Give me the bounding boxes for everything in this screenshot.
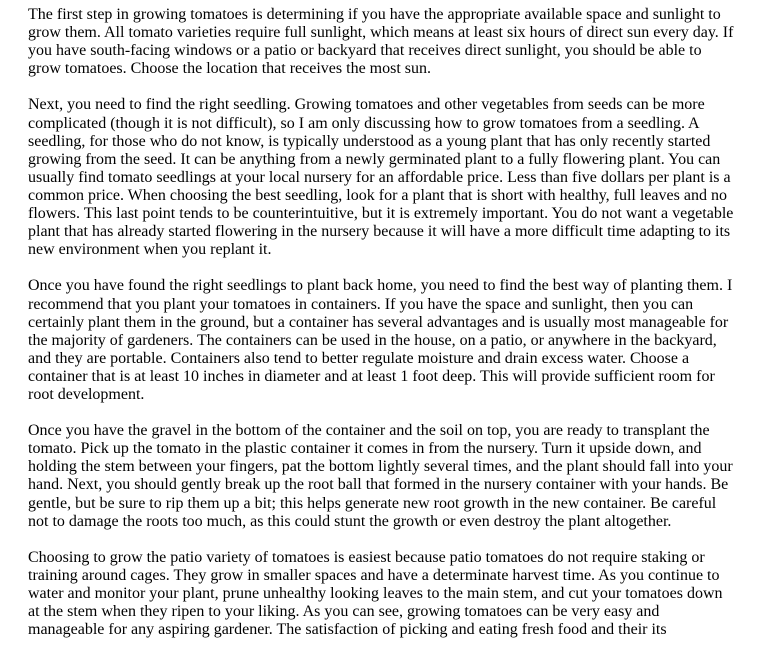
document-body [28, 6, 733, 657]
text-line: and they are portable. Containers also tend to better regulate moisture and drain excess water. Choose a [28, 349, 690, 367]
text-line: gentle, but be sure to rip them up a bit; this helps generate new root growth in the new container. Be careful [28, 494, 717, 512]
text-line: certainly plant them in the ground, but a container has several advantages and is usually most manageable for [28, 313, 729, 331]
paragraph [28, 422, 733, 531]
text-line: growing from the seed. It can be anything from a newly germinated plant to a fully flowering plant. You can [28, 150, 721, 168]
text-line: not to damage the roots too much, as this could stunt the growth or even destroy the plant altogether. [28, 512, 672, 530]
text-line: training around cages. They grow in smaller spaces and have a determinate harvest time. As you continue to [28, 566, 720, 584]
text-line: Next, you need to find the right seedling. Growing tomatoes and other vegetables from seeds can be more [28, 96, 705, 114]
text-line: at the stem when they ripen to your liking. As you can see, growing tomatoes can be very easy and [28, 603, 660, 621]
text-line: complicated (though it is not difficult), so I am only discussing how to grow tomatoes from a seedling. A [28, 114, 700, 132]
text-line: hand. Next, you should gently break up the root ball that formed in the nursery container with your hands. Be [28, 476, 729, 494]
text-line: container that is at least 10 inches in diameter and at least 1 foot deep. This will provide sufficient room for [28, 367, 715, 385]
text-line: root development. [28, 385, 145, 403]
paragraph [28, 277, 733, 404]
text-line: holding the stem between your fingers, pat the bottom lightly several times, and the plant should fall into your [28, 458, 733, 476]
paragraph [28, 6, 733, 78]
text-line: plant that has already started flowering in the nursery because it will have a more difficult time adapting to its [28, 223, 731, 241]
text-line: common price. When choosing the best seedling, look for a plant that is short with healthy, full leaves and no [28, 186, 727, 204]
text-line: seedling, for those who do not know, is typically understood as a young plant that has only recently started [28, 132, 711, 150]
text-line: you have south-facing windows or a patio or backyard that receives direct sunlight, you should be able to [28, 42, 702, 60]
text-line: the majority of gardeners. The containers can be used in the house, on a patio, or anywhere in the backyard, [28, 331, 717, 349]
paragraph [28, 549, 733, 639]
text-line: grow tomatoes. Choose the location that receives the most sun. [28, 60, 432, 78]
text-line: Choosing to grow the patio variety of tomatoes is easiest because patio tomatoes do not require staking or [28, 548, 705, 566]
text-line: new environment when you replant it. [28, 241, 272, 259]
paragraph [28, 96, 733, 259]
text-line: Once you have found the right seedlings to plant back home, you need to find the best way of planting them. I [28, 277, 733, 295]
text-line: recommend that you plant your tomatoes in containers. If you have the space and sunlight, then you can [28, 295, 694, 313]
text-line: grow them. All tomato varieties require full sunlight, which means at least six hours of direct sun every day. If [28, 24, 734, 42]
text-line: tomato. Pick up the tomato in the plastic container it comes in from the nursery. Turn it upside down, and [28, 440, 702, 458]
text-line: Once you have the gravel in the bottom of the container and the soil on top, you are ready to transplant the [28, 422, 710, 440]
text-line: flowers. This last point tends to be counterintuitive, but it is extremely important. You do not want a vegetable [28, 205, 734, 223]
text-line: water and monitor your plant, prune unhealthy looking leaves to the main stem, and cut your tomatoes down [28, 585, 723, 602]
text-line: manageable for any aspiring gardener. The satisfaction of picking and eating fresh food and their its [28, 621, 667, 639]
text-line: The first step in growing tomatoes is determining if you have the appropriate available space and sunlight to [28, 6, 721, 23]
text-line: usually find tomato seedlings at your local nursery for an affordable price. Less than five dollars per plant is a [28, 168, 731, 186]
